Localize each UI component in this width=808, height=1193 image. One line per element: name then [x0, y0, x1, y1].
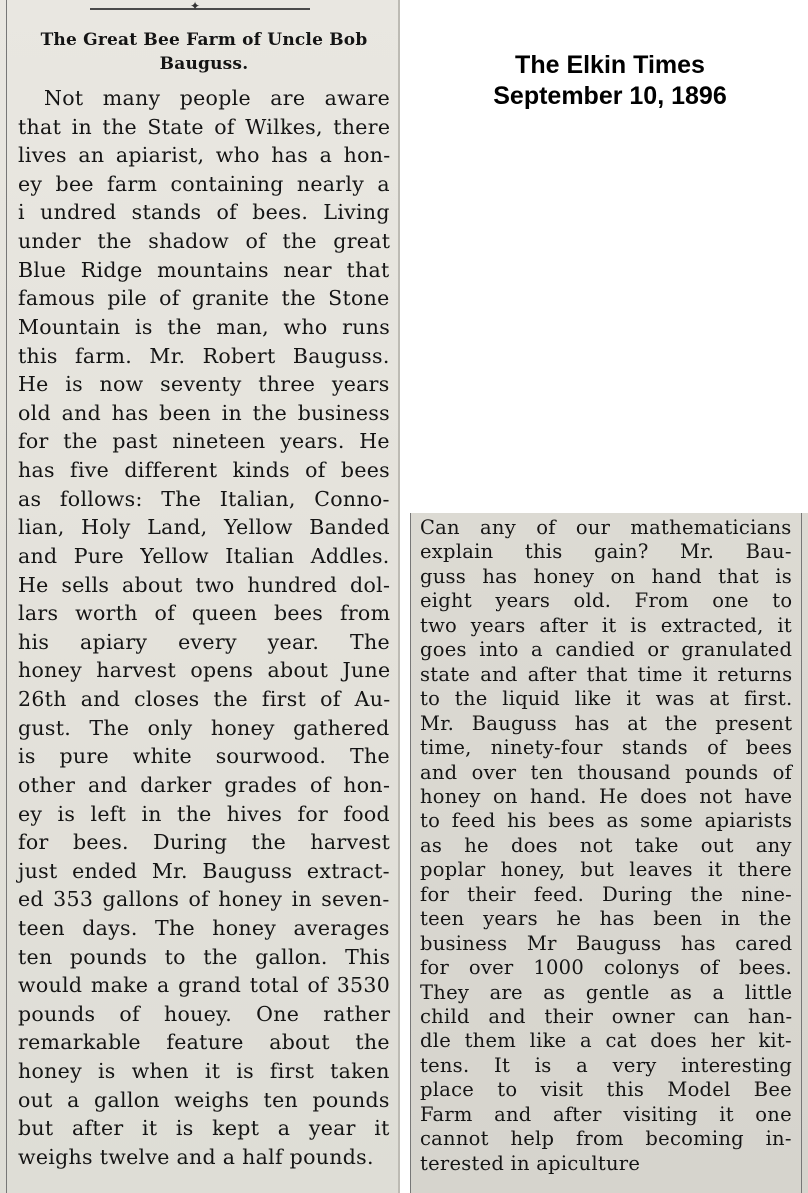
text-line: ten pounds to the gallon. This	[18, 944, 391, 969]
text-line: is pure white sourwood. The	[18, 744, 390, 769]
article-column-1	[0, 0, 400, 1193]
text-line: cannot help from becoming in-	[420, 1127, 792, 1151]
text-line: explain this gain? Mr. Bau-	[420, 540, 792, 564]
text-line: to feed his bees as some apiarists	[420, 809, 793, 833]
decorative-rule	[90, 8, 310, 10]
text-line: as he does not take out any	[420, 833, 792, 857]
text-line: ey is left in the hives for food	[18, 801, 390, 826]
text-line: ed 353 gallons of honey in seven-	[18, 887, 390, 912]
text-line: honey is when it is first taken	[18, 1059, 390, 1084]
text-line: as follows: The Italian, Conno-	[18, 486, 390, 511]
text-line: out a gallon weighs ten pounds	[18, 1087, 390, 1112]
text-line: time, ninety-four stands of bees	[420, 736, 793, 760]
text-line: He is now seventy three years	[18, 372, 390, 397]
text-line: Can any of our mathematicians	[420, 516, 792, 539]
text-line: 26th and closes the first of Au-	[18, 687, 391, 712]
text-line: dle them like a cat does her kit-	[420, 1029, 792, 1053]
text-line: that in the State of Wilkes, there	[18, 114, 391, 139]
text-line: goes into a candied or granulated	[420, 638, 793, 662]
text-line: under the shadow of the great	[18, 229, 391, 254]
text-line: honey on hand. He does not have	[420, 784, 793, 808]
text-line: child and their owner can han-	[420, 1005, 793, 1028]
text-line: poplar honey, but leaves it there	[420, 858, 792, 882]
column-edge-left	[6, 0, 7, 1193]
text-line: business Mr Bauguss has cared	[420, 931, 793, 955]
text-line: to the liquid like it was at first.	[420, 687, 793, 711]
article-headline-line1: The Great Bee Farm of Uncle Bob	[40, 30, 368, 50]
text-line: other and darker grades of hon-	[18, 772, 391, 797]
text-line: but after it is kept a year it	[18, 1116, 390, 1141]
text-line: eight years old. From one to	[420, 589, 793, 613]
text-line: remarkable feature about the	[18, 1030, 390, 1055]
text-line: famous pile of granite the Stone	[18, 286, 390, 311]
text-line: and over ten thousand pounds of	[420, 760, 793, 784]
text-line: honey harvest opens about June	[18, 658, 391, 683]
text-line: and Pure Yellow Italian Addles.	[18, 543, 390, 568]
text-line: two years after it is extracted, it	[420, 613, 792, 637]
text-line: old and has been in the business	[18, 400, 390, 425]
text-line: his apiary every year. The	[18, 629, 390, 654]
text-line: They are as gentle as a little	[420, 980, 793, 1004]
text-line: terested in apiculture	[420, 1151, 641, 1175]
text-line: for their feed. During the nine-	[420, 882, 792, 906]
text-line: this farm. Mr. Robert Bauguss.	[18, 343, 390, 368]
text-line: for the past nineteen years. He	[18, 429, 390, 454]
masthead	[440, 50, 780, 112]
text-line: pounds of houey. One rather	[18, 1001, 391, 1026]
article-column-2	[410, 513, 808, 1193]
text-line: teen years he has been in the	[420, 907, 792, 931]
publication-date: September 10, 1896	[493, 82, 727, 110]
text-line: lian, Holy Land, Yellow Banded	[18, 515, 390, 540]
column-edge-right	[801, 513, 802, 1193]
text-line: would make a grand total of 3530	[18, 973, 391, 998]
text-line: teen days. The honey averages	[18, 915, 390, 940]
article-headline-line2: Bauguss.	[159, 54, 249, 74]
text-line: Mr. Bauguss has at the present	[420, 711, 793, 735]
text-line: for over 1000 colonys of bees.	[420, 956, 792, 980]
text-line: gust. The only honey gathered	[18, 715, 390, 740]
text-line: place to visit this Model Bee	[420, 1078, 792, 1102]
text-line: weighs twelve and a half pounds.	[18, 1144, 374, 1169]
text-line: lars worth of queen bees from	[18, 601, 391, 626]
text-line: just ended Mr. Bauguss extract-	[18, 858, 390, 883]
text-line: tens. It is a very interesting	[420, 1053, 793, 1077]
text-line: He sells about two hundred dol-	[18, 572, 391, 597]
text-line: Mountain is the man, who runs	[18, 314, 391, 339]
paper-name: The Elkin Times	[515, 51, 705, 79]
text-line: has five different kinds of bees	[18, 458, 391, 483]
text-line: Not many people are aware	[44, 86, 391, 110]
column-edge-left	[410, 513, 411, 1193]
text-line: lives an apiarist, who has a hon-	[18, 143, 391, 168]
text-line: Farm and after visiting it one	[420, 1102, 792, 1126]
text-line: i undred stands of bees. Living	[18, 200, 390, 225]
text-line: guss has honey on hand that is	[420, 564, 792, 588]
text-line: Blue Ridge mountains near that	[18, 257, 390, 282]
text-line: for bees. During the harvest	[18, 830, 391, 855]
text-line: state and after that time it returns	[420, 662, 793, 686]
text-line: ey bee farm containing nearly a	[18, 171, 390, 196]
